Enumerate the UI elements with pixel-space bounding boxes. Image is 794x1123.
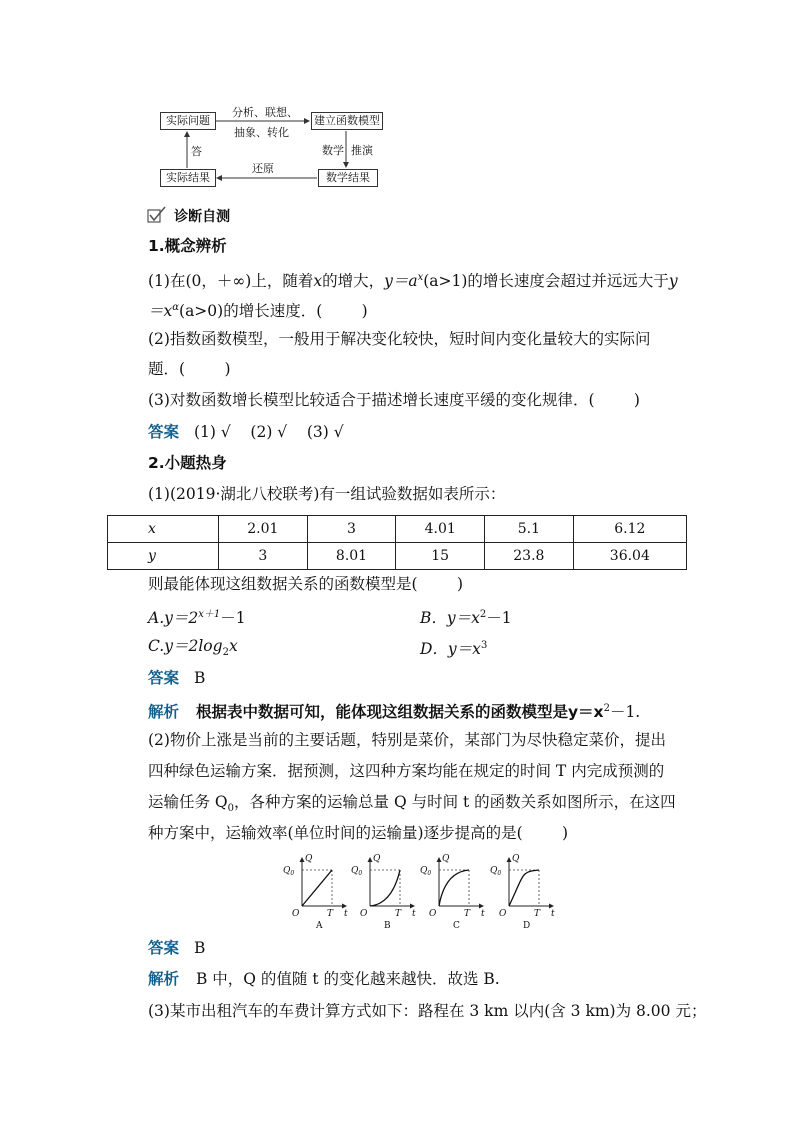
q2-explanation: 解析 B 中，Q 的值随 t 的变化越来越快．故选 B. [148,970,500,988]
x-arrow [342,904,347,909]
part2-q2-line4: 种方案中，运输效率(单位时间的运输量)逐步提高的是( ) [148,824,569,842]
y-arrow [507,857,512,862]
q0-label: $Q_0$ [490,866,502,877]
part2-q1-ask: 则最能体现这组数据关系的函数模型是( ) [148,575,464,593]
t-label: t [481,909,485,919]
origin-label: O [292,909,300,919]
graph-b [350,854,416,931]
t-label: t [344,909,348,919]
part2-q3-line1: (3)某市出租汽车的车费计算方式如下：路程在 3 km 以内(含 3 km)为 8.00 元； [148,1002,707,1020]
q1-explanation: 解析 根据表中数据可知，能体现这组数据关系的函数模型是$y=x^2-1$. [148,703,641,722]
part1-q2-line2: 题．( ) [148,360,231,378]
T-label: T [534,909,541,919]
y-arrow [368,857,373,862]
option-d: D．$y=x^3$ [420,640,488,659]
curve-s-curve [509,870,539,906]
box-math-result: 数学结果 [318,169,378,187]
part2-q2-line3: 运输任务 $Q_0$，各种方案的运输总量 Q 与时间 t 的函数关系如图所示，在这四 [148,793,676,815]
box-real-result: 实际结果 [160,169,216,187]
data-table [107,515,687,570]
curve-linear [302,870,332,906]
part1-q2-line1: (2)指数函数模型，一般用于解决变化较快，短时间内变化量较大的实际问 [148,330,651,348]
x-arrow [410,904,415,909]
label-answer: 答 [191,145,202,158]
section-header [147,206,230,226]
y-arrow [300,857,305,862]
table-row: y 3 8.01 15 23.8 36.04 [108,543,687,570]
graph-a [282,854,348,931]
label-restore: 还原 [252,162,274,175]
table-row: x 2.01 3 4.01 5.1 6.12 [108,516,687,543]
part1-heading: 1.概念辨析 [148,237,227,255]
section-title: 诊断自测 [174,209,231,225]
part1-answer: 答案 (1) √ (2) √ (3) √ [148,423,344,441]
graph-c [419,854,485,931]
q-label: Q [442,854,450,864]
origin-label: O [360,909,368,919]
part2-heading: 2.小题热身 [148,454,227,472]
q2-answer: 答案 B [148,939,206,957]
part2-q2-line2: 四种绿色运输方案．据预测，这四种方案均能在规定的时间 T 内完成预测的 [148,762,665,780]
label-analyze-1: 分析、联想、 [232,106,298,119]
graph-label: B [384,921,391,931]
origin-label: O [499,909,507,919]
graph-label: D [523,921,531,931]
curve-convex [370,870,400,906]
q1-answer: 答案 B [148,669,206,687]
q-label: Q [373,854,381,864]
x-arrow [479,904,484,909]
T-label: T [395,909,402,919]
T-label: T [327,909,334,919]
option-b: B．$y=x^2-1$ [420,609,512,628]
q0-label: $Q_0$ [420,866,432,877]
graph-d [489,854,555,931]
T-label: T [464,909,471,919]
t-label: t [551,909,555,919]
part1-q1-line2: $=x^\alpha(a>0)$的增长速度．( ) [148,302,368,321]
part1-q1-line1: (1)在(0，＋∞)上，随着x的增大，$y=a^x(a>1)$的增长速度会超过并远远大于y [148,272,678,291]
part2-q1-intro: (1)(2019·湖北八校联考)有一组试验数据如表所示： [148,485,506,503]
q-label: Q [512,854,520,864]
origin-label: O [429,909,437,919]
option-a: $A.y=2^{x+1}-1$ [148,609,246,628]
box-real-problem: 实际问题 [160,112,216,130]
graph-label: A [316,921,323,931]
part1-q3: (3)对数函数增长模型比较适合于描述增长速度平缓的变化规律．( ) [148,391,640,409]
q0-label: $Q_0$ [351,866,363,877]
t-label: t [412,909,416,919]
curve-concave [439,870,469,906]
x-arrow [549,904,554,909]
label-deduce: 数学 推演 [322,144,373,157]
label-analyze-2: 抽象、转化 [234,126,289,139]
q0-label: $Q_0$ [283,866,295,877]
box-build-model: 建立函数模型 [311,112,383,130]
graph-label: C [453,921,460,931]
option-c: $C.y=2\log_2x$ [148,637,238,659]
check-box-icon [147,206,167,224]
q-label: Q [305,854,313,864]
y-arrow [437,857,442,862]
part2-q2-line1: (2)物价上涨是当前的主要话题，特别是菜价，某部门为尽快稳定菜价，提出 [148,731,666,749]
